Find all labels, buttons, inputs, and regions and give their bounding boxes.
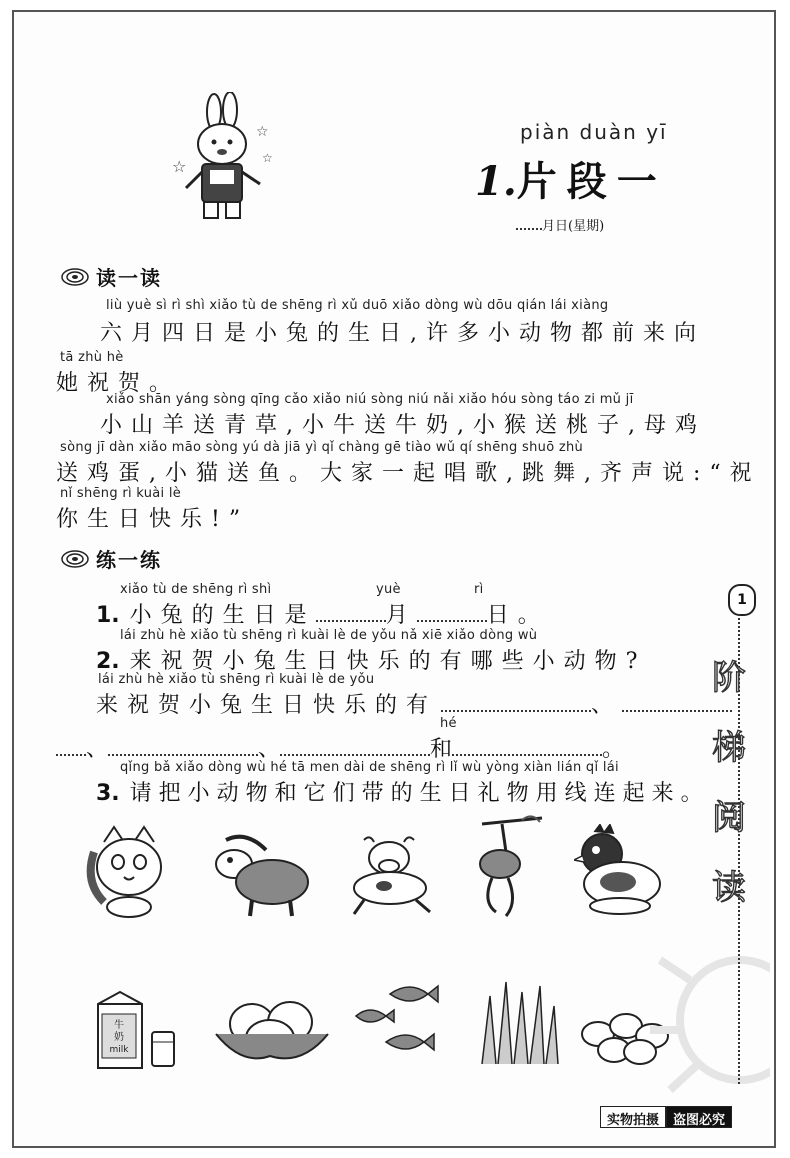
- cow-illustration[interactable]: [344, 832, 444, 918]
- section-heading-read: 读一读: [96, 266, 162, 290]
- q2-pinyin-he: hé: [440, 716, 457, 731]
- q2-text-he: 和: [430, 737, 453, 762]
- q1-text-b: 月: [385, 603, 417, 628]
- title-number: 1.: [475, 158, 517, 205]
- side-char-1: 阶: [712, 658, 746, 698]
- svg-text:☆: ☆: [262, 151, 273, 165]
- stamp-left: 实物拍摄: [600, 1106, 666, 1128]
- svg-text:☆: ☆: [172, 157, 187, 176]
- q2-blank-6[interactable]: [452, 738, 602, 756]
- q1-text-a: 小兔的生日是: [129, 603, 316, 628]
- q1-pinyin-c: rì: [474, 582, 484, 597]
- passage-pinyin-4: sòng jī dàn xiǎo māo sòng yú dà jiā yì qǐ chàng gē tiào wǔ qí shēng shuō zhù: [60, 440, 584, 455]
- q1-number: 1.: [96, 603, 120, 628]
- q1-month-blank[interactable]: [316, 604, 386, 622]
- passage-line-2: 她祝贺。: [56, 371, 181, 396]
- q2-blank-4[interactable]: [108, 738, 258, 756]
- goat-illustration[interactable]: [206, 830, 316, 920]
- rabbit-illustration: [170, 92, 280, 232]
- passage-line-4: 送鸡蛋,小猫送鱼。大家一起唱歌,跳舞,齐声说:“祝: [56, 461, 761, 486]
- monkey-illustration[interactable]: [462, 812, 552, 922]
- milk-carton-illustration[interactable]: [90, 990, 182, 1072]
- question-1: [96, 598, 549, 629]
- comma: 、: [258, 737, 281, 762]
- q1-pinyin-b: yuè: [376, 582, 401, 597]
- fish-illustration[interactable]: [346, 976, 446, 1062]
- title-text: 片段一: [516, 158, 667, 205]
- q2-pinyin-2: lái zhù hè xiǎo tù shēng rì kuài lè de yǒu: [98, 672, 375, 687]
- passage-pinyin-2: tā zhù hè: [60, 350, 124, 365]
- month-blank: [516, 212, 542, 230]
- q2-answer-line-2: [56, 732, 624, 763]
- q2-text-1: 来祝贺小兔生日快乐的有哪些小动物?: [129, 649, 647, 674]
- passage-pinyin-3: xiǎo shān yáng sòng qīng cǎo xiǎo niú sòng niú nǎi xiǎo hóu sòng táo zi mǔ jī: [106, 392, 634, 407]
- side-title: [698, 650, 760, 1070]
- q2-answer-line-1: [96, 688, 732, 719]
- milk-carton-label-1: 牛: [114, 1020, 124, 1031]
- q3-pinyin: qǐng bǎ xiǎo dòng wù hé tā men dài de shēng rì lǐ wù yòng xiàn lián qǐ lái: [120, 760, 619, 775]
- cat-illustration[interactable]: [84, 822, 174, 922]
- side-char-3: 阅: [712, 798, 746, 838]
- q1-day-blank[interactable]: [417, 604, 487, 622]
- q2-blank-3[interactable]: [56, 738, 86, 756]
- date-line: [516, 212, 604, 234]
- q2-blank-1[interactable]: [441, 694, 591, 712]
- q1-pinyin-a: xiǎo tù de shēng rì shì: [120, 582, 272, 597]
- q2-pinyin-1: lái zhù hè xiǎo tù shēng rì kuài lè de yǒu nǎ xiē xiǎo dòng wù: [120, 628, 538, 643]
- passage-pinyin-5: nǐ shēng rì kuài lè: [60, 486, 182, 501]
- comma: 、: [591, 693, 623, 718]
- q2-blank-5[interactable]: [280, 738, 430, 756]
- question-3: [96, 776, 710, 807]
- milk-carton-label-2: 奶: [114, 1032, 124, 1043]
- comma: 、: [86, 737, 109, 762]
- peaches-illustration[interactable]: [212, 986, 332, 1066]
- spiral-icon: [60, 547, 90, 571]
- svg-text:☆: ☆: [256, 124, 269, 140]
- side-char-2: 梯: [712, 728, 746, 768]
- section-read: [60, 262, 162, 291]
- grass-illustration[interactable]: [472, 976, 562, 1068]
- page-title: [475, 150, 667, 207]
- section-practice: [60, 544, 162, 573]
- period: 。: [602, 737, 625, 762]
- q3-text: 请把小动物和它们带的生日礼物用线连起来。: [129, 781, 710, 806]
- q2-text-2: 来祝贺小兔生日快乐的有: [96, 693, 438, 718]
- passage-pinyin-1: liù yuè sì rì shì xiǎo tù de shēng rì xǔ duō xiǎo dòng wù dōu qián lái xiàng: [106, 298, 609, 313]
- page-number-badge: 1: [728, 584, 756, 616]
- passage-line-3: 小山羊送青草,小牛送牛奶,小猴送桃子,母鸡: [100, 413, 706, 438]
- date-line-text: 月日(星期): [542, 219, 605, 234]
- hen-illustration[interactable]: [574, 824, 664, 920]
- q2-number: 2.: [96, 649, 120, 674]
- q1-text-c: 日。: [486, 603, 549, 628]
- watermark-stamp: [600, 1106, 732, 1128]
- passage-line-5: 你生日快乐!”: [56, 507, 250, 532]
- section-heading-practice: 练一练: [96, 548, 162, 572]
- q3-number: 3.: [96, 781, 120, 806]
- stamp-right: 盗图必究: [666, 1106, 732, 1128]
- spiral-icon: [60, 265, 90, 289]
- passage-line-1: 六月四日是小兔的生日,许多小动物都前来向: [100, 321, 705, 346]
- milk-carton-label-3: milk: [109, 1045, 129, 1055]
- question-2: [96, 644, 646, 675]
- side-char-4: 读: [712, 868, 746, 908]
- title-pinyin: piàn duàn yī: [520, 120, 668, 144]
